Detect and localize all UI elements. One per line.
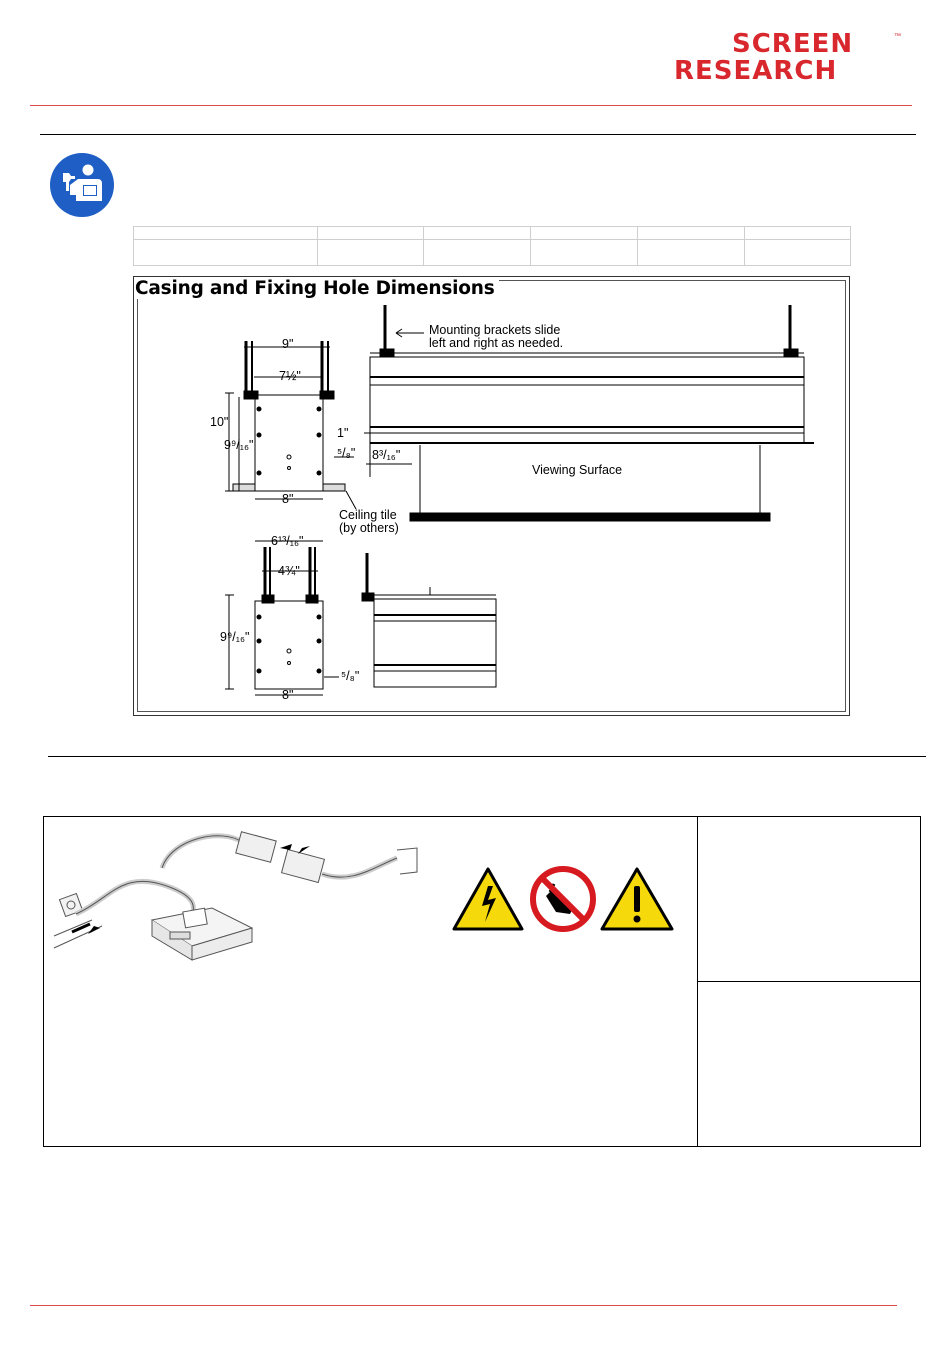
table-cell	[317, 227, 423, 240]
table-cell	[134, 227, 318, 240]
dim-width-8: 8"	[282, 492, 294, 506]
side-column-divider	[698, 981, 921, 982]
ceiling-tile-line1: Ceiling tile	[339, 508, 397, 522]
installer-manual-icon	[50, 153, 114, 217]
table-cell	[744, 227, 850, 240]
dim-height-9-9-16-bottom: 9⁹/₁₆"	[220, 630, 250, 644]
warning-side-column	[697, 816, 921, 1147]
brackets-note-line1: Mounting brackets slide	[429, 323, 561, 337]
dim-width-9: 9"	[282, 337, 294, 351]
specification-table	[133, 226, 851, 266]
brackets-note-line2: left and right as needed.	[429, 336, 564, 350]
header-rule	[30, 105, 912, 106]
end-view-casing	[255, 395, 323, 491]
table-cell	[134, 240, 318, 266]
dim-height-9-9-16: 9⁹/₁₆"	[224, 438, 254, 452]
electric-hazard-icon	[452, 866, 524, 932]
figure-title: Casing and Fixing Hole Dimensions	[135, 278, 499, 299]
dim-1-inch: 1"	[337, 426, 349, 440]
casing-dimensions-figure	[133, 276, 850, 716]
dim-height-10: 10"	[210, 415, 229, 429]
table-cell	[317, 240, 423, 266]
logo-line2: RESEARCH	[674, 56, 838, 82]
table-cell	[530, 227, 637, 240]
viewing-surface-label: Viewing Surface	[532, 463, 623, 477]
table-cell	[638, 240, 744, 266]
logo-tm: ™	[894, 33, 901, 40]
dim-8-3-16: 8³/₁₆"	[372, 448, 401, 462]
screen-research-logo	[672, 30, 904, 82]
dim-5-8: ⁵/₈"	[337, 446, 356, 460]
logo-line1: SCREEN	[732, 30, 854, 59]
table-cell	[530, 240, 637, 266]
dim-4-three-quarter: 4¾"	[278, 564, 300, 578]
section-rule-mid	[48, 756, 926, 757]
section-rule-top	[40, 134, 916, 135]
dim-width-8-bottom: 8"	[282, 688, 294, 702]
table-cell	[424, 227, 530, 240]
power-switch-illustration	[52, 828, 420, 978]
table-cell	[424, 240, 530, 266]
dim-5-8-bottom: ⁵/₈"	[341, 669, 360, 683]
table-cell	[744, 240, 850, 266]
general-warning-icon	[600, 866, 674, 932]
dim-width-7-half: 7½"	[279, 369, 301, 383]
footer-rule	[30, 1305, 897, 1306]
table-cell	[638, 227, 744, 240]
do-not-touch-icon	[530, 866, 596, 932]
dim-6-13-16: 6¹³/₁₆"	[271, 534, 304, 548]
ceiling-tile-line2: (by others)	[339, 521, 399, 535]
